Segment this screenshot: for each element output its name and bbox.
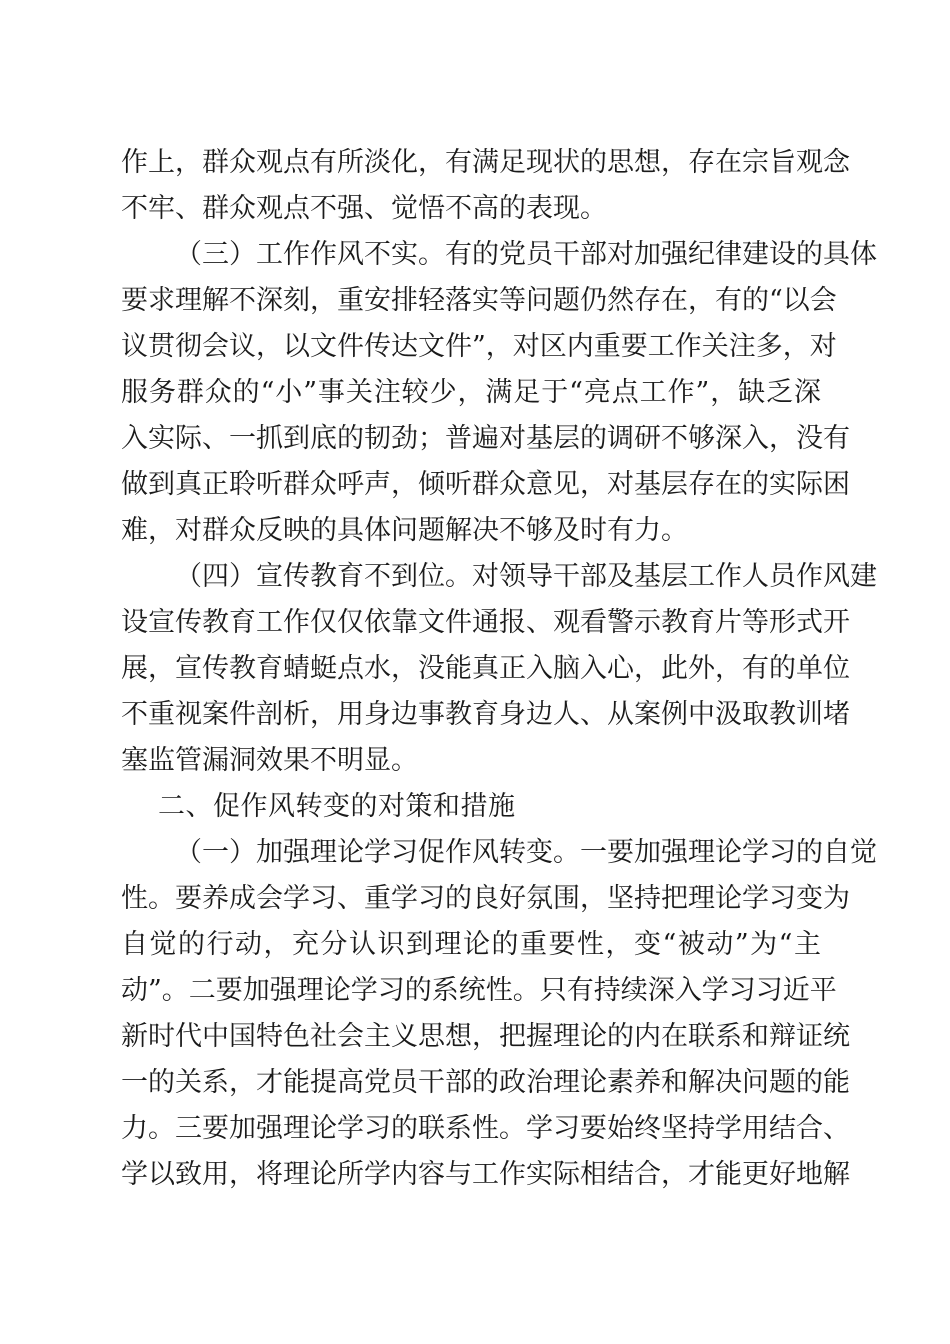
paragraph-text: 性。要养成会学习、重学习的良好氛围，坚持把理论学习变为 — [121, 883, 850, 914]
paragraph-text: 设宣传教育工作仅仅依靠文件通报、观看警示教育片等形式开 — [121, 607, 850, 638]
paragraph-text: 做到真正聆听群众呼声，倾听群众意见，对基层存在的实际困 — [121, 469, 850, 500]
paragraph-text: （一）加强理论学习促作风转变。一要加强理论学习的自觉 — [175, 837, 877, 868]
paragraph-text: 作上，群众观点有所淡化，有满足现状的思想，存在宗旨观念 — [121, 147, 850, 178]
paragraph-text: 展，宣传教育蜻蜓点水，没能真正入脑入心，此外，有的单位 — [121, 653, 850, 684]
paragraph-line — [0, 1147, 950, 1203]
paragraph-text: 入实际、一抓到底的韧劲；普遍对基层的调研不够深入，没有 — [121, 423, 850, 454]
paragraph-text: 不牢、群众观点不强、觉悟不高的表现。 — [121, 193, 607, 224]
paragraph-text: （四）宣传教育不到位。对领导干部及基层工作人员作风建 — [175, 561, 877, 592]
paragraph-text: 一的关系，才能提高党员干部的政治理论素养和解决问题的能 — [121, 1067, 850, 1098]
paragraph-text: 学以致用，将理论所学内容与工作实际相结合，才能更好地解 — [121, 1159, 850, 1190]
paragraph-text: 议贯彻会议，以文件传达文件”，对区内重要工作关注多，对 — [121, 331, 837, 362]
paragraph-text: 新时代中国特色社会主义思想，把握理论的内在联系和辩证统 — [121, 1021, 850, 1052]
paragraph-text: 动”。二要加强理论学习的系统性。只有持续深入学习习近平 — [121, 975, 837, 1006]
paragraph-text: 难，对群众反映的具体问题解决不够及时有力。 — [121, 515, 688, 546]
paragraph-text: 自觉的行动，充分认识到理论的重要性，变“被动”为“主 — [121, 929, 821, 960]
paragraph-text: 力。三要加强理论学习的联系性。学习要始终坚持学用结合、 — [121, 1113, 850, 1144]
section-heading-text: 二、促作风转变的对策和措施 — [158, 791, 516, 822]
paragraph-text: 服务群众的“小”事关注较少，满足于“亮点工作”，缺乏深 — [121, 377, 821, 408]
paragraph-text: 不重视案件剖析，用身边事教育身边人、从案例中汲取教训堵 — [121, 699, 850, 730]
paragraph-text: （三）工作作风不实。有的党员干部对加强纪律建设的具体 — [175, 239, 877, 270]
paragraph-text: 塞监管漏洞效果不明显。 — [121, 745, 418, 776]
paragraph-text: 要求理解不深刻，重安排轻落实等问题仍然存在，有的“以会 — [121, 285, 837, 316]
